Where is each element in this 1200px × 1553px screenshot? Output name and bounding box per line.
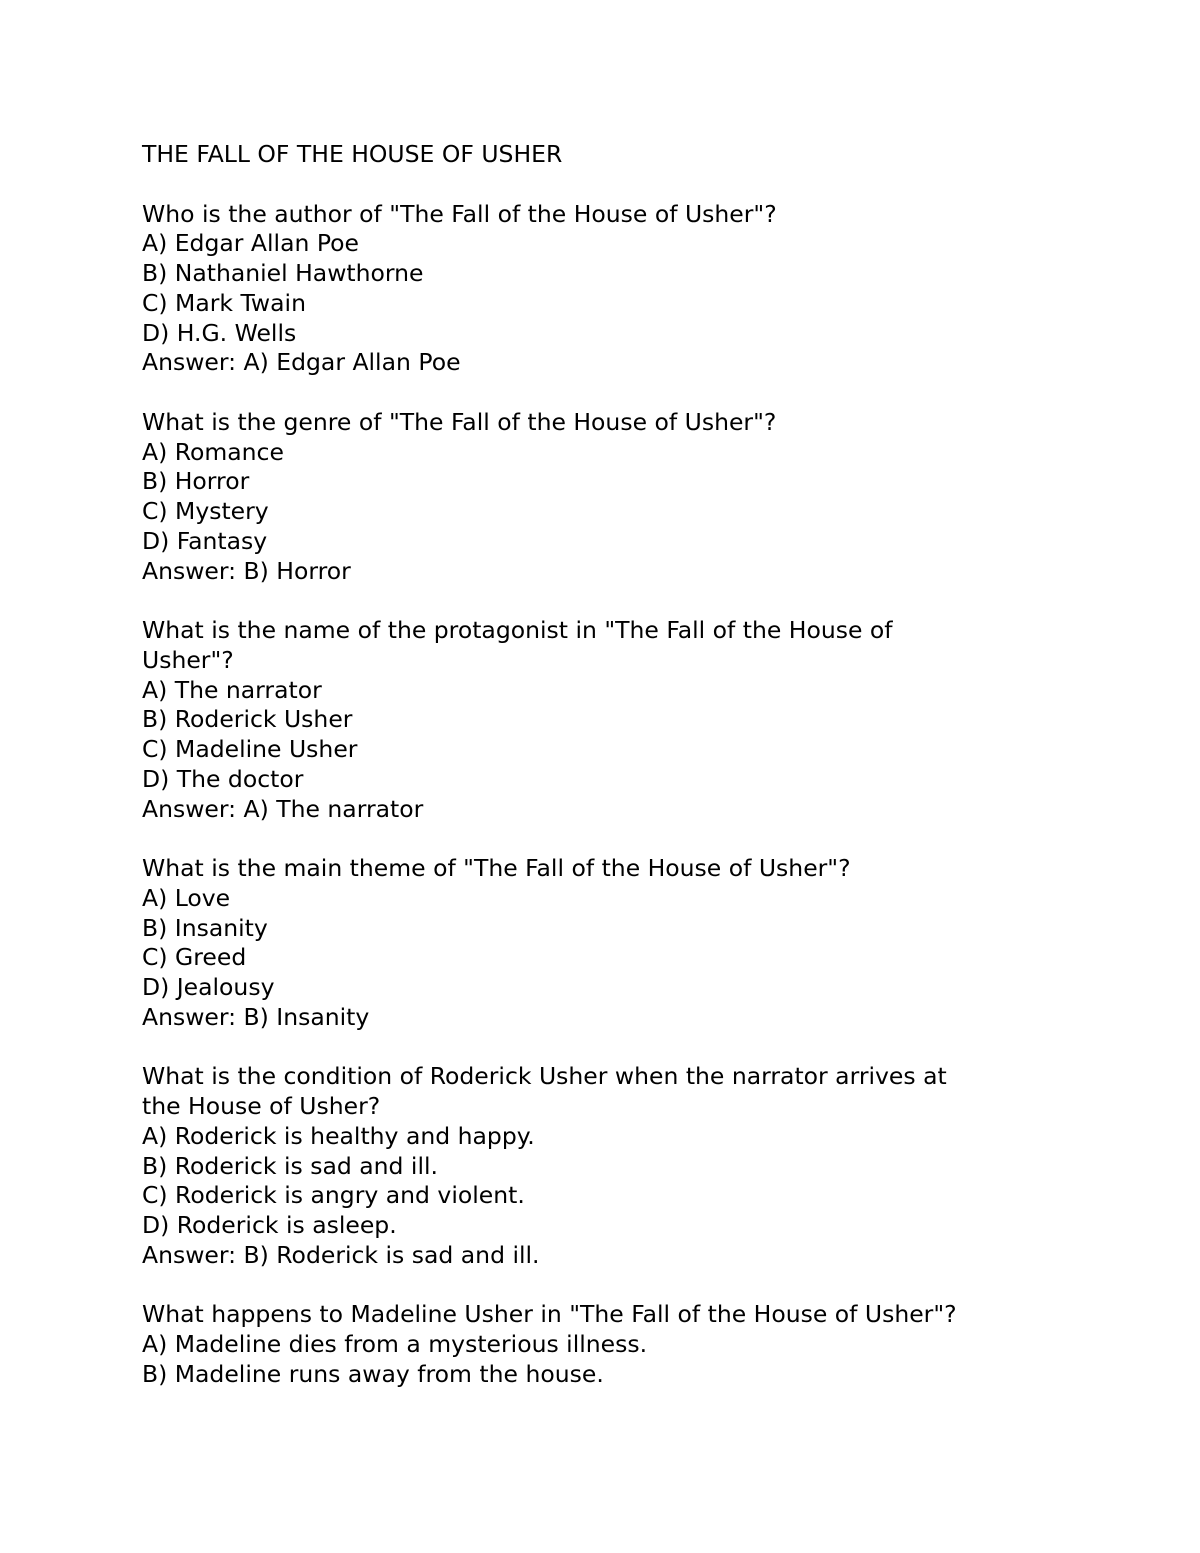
question-block [142,616,1042,824]
answer-option: A) Love [142,883,231,912]
answer-option: D) Fantasy [142,526,268,555]
document-content [142,140,1042,1390]
answer-option: A) Romance [142,437,284,466]
question-text: What is the main theme of "The Fall of the House of Usher"? [142,854,851,882]
answer-option: B) Horror [142,467,250,496]
document-title: THE FALL OF THE HOUSE OF USHER [142,140,563,168]
correct-answer: Answer: B) Insanity [142,1002,370,1031]
question-block [142,1062,1042,1270]
question-text: Who is the author of "The Fall of the House of Usher"? [142,199,777,228]
correct-answer: Answer: A) The narrator [142,794,424,823]
answer-option: B) Nathaniel Hawthorne [142,259,424,287]
answer-option: C) Madeline Usher [142,735,358,763]
question-text: What happens to Madeline Usher in "The Fall of the House of Usher"? [142,1300,957,1329]
answer-option: D) Jealousy [142,973,275,1001]
correct-answer: Answer: B) Roderick is sad and ill. [142,1240,540,1269]
answer-option: A) Madeline dies from a mysterious illness. [142,1330,648,1358]
answer-option: D) Roderick is asleep. [142,1211,397,1239]
answer-option: A) The narrator [142,675,322,704]
correct-answer: Answer: B) Horror [142,556,351,585]
answer-option: C) Mystery [142,497,269,525]
question-block [142,408,1042,587]
answer-option: A) Roderick is healthy and happy. [142,1121,535,1150]
correct-answer: Answer: A) Edgar Allan Poe [142,348,461,377]
question-block [142,854,1042,1033]
answer-option: C) Greed [142,943,247,972]
answer-option: D) The doctor [142,764,304,793]
question-text: What is the name of the protagonist in "The Fall of the House of [142,616,893,644]
answer-option: B) Insanity [142,913,268,942]
question-list [142,200,1042,1390]
question-text: What is the condition of Roderick Usher when the narrator arrives at [142,1062,947,1091]
question-text: What is the genre of "The Fall of the House of Usher"? [142,407,777,436]
answer-option: B) Roderick Usher [142,705,353,734]
answer-option: B) Roderick is sad and ill. [142,1151,438,1180]
answer-option: C) Mark Twain [142,288,306,317]
question-block [142,1300,1042,1389]
answer-option: B) Madeline runs away from the house. [142,1359,604,1388]
question-text: Usher"? [142,645,234,674]
answer-option: D) H.G. Wells [142,318,297,347]
answer-option: C) Roderick is angry and violent. [142,1181,525,1210]
question-block [142,200,1042,379]
answer-option: A) Edgar Allan Poe [142,229,359,258]
question-text: the House of Usher? [142,1092,381,1120]
